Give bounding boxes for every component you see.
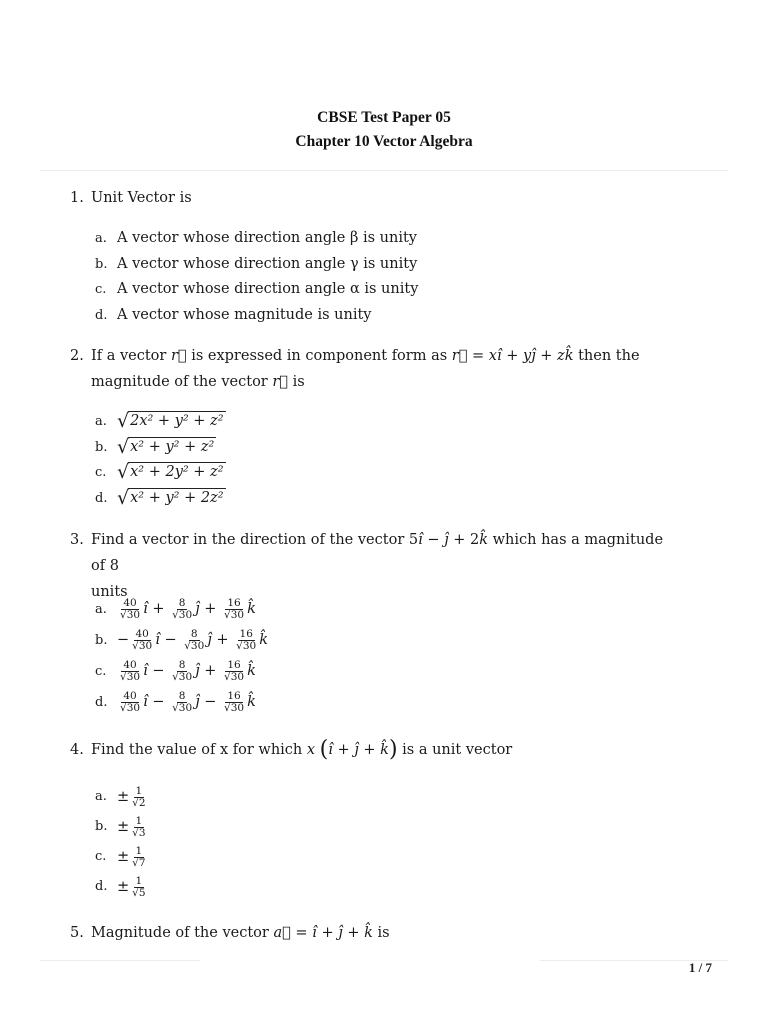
formula: ± $\frac{1}{√7}$ bbox=[117, 844, 146, 869]
question-text: Find a vector in the direction of the vector 5î − ĵ + 2k̂ which has a magnitude of 8 units bbox=[91, 532, 664, 600]
page-number: 1 / 7 bbox=[688, 960, 712, 975]
question-1 bbox=[70, 185, 192, 211]
formula: ± $\frac{1}{√3}$ bbox=[117, 814, 146, 839]
question-4 bbox=[70, 737, 513, 763]
formula: ± $\frac{1}{√5}$ bbox=[117, 874, 146, 899]
question-number: 2. bbox=[70, 348, 84, 364]
question-number: 3. bbox=[70, 532, 84, 548]
question-number: 4. bbox=[70, 742, 84, 758]
formula: − $\frac{40}{√30}$ î − $\frac{8}{√30}$ ĵ + $\frac{16}{√30}$ k̂ bbox=[117, 627, 269, 652]
question-number: 1. bbox=[70, 190, 84, 206]
footer-divider-left bbox=[40, 960, 200, 961]
question-2 bbox=[70, 343, 640, 390]
vector-r-formula: r⃗ bbox=[170, 348, 187, 364]
chapter-title: Chapter 10 Vector Algebra bbox=[295, 133, 473, 150]
question-text: Find the value of x for which x (î + ĵ + k̂) is a unit vector bbox=[91, 737, 513, 762]
header-divider bbox=[40, 170, 728, 171]
question-number: 5. bbox=[70, 925, 84, 941]
formula: ± $\frac{1}{√2}$ bbox=[117, 784, 146, 809]
page-header bbox=[0, 106, 768, 154]
unit-vector-formula: x (î + ĵ + k̂) bbox=[306, 737, 398, 762]
question-text: Magnitude of the vector a⃗ = î + ĵ + k̂ is bbox=[91, 925, 390, 941]
question-text: Unit Vector is bbox=[91, 190, 192, 206]
question-5 bbox=[70, 920, 390, 946]
component-form-formula: r⃗ = xî + yĵ + zk̂ bbox=[451, 348, 574, 364]
direction-vector-formula: 5î − ĵ + 2k̂ bbox=[408, 532, 489, 548]
question-text: If a vector r⃗ is expressed in component form as r⃗ = xî + yĵ + zk̂ then the magnitude of the vector r⃗ is bbox=[91, 348, 640, 390]
paper-title: CBSE Test Paper 05 bbox=[317, 109, 451, 126]
formula: $\frac{40}{√30}$ î − $\frac{8}{√30}$ ĵ + $\frac{16}{√30}$ k̂ bbox=[120, 658, 256, 683]
question-3 bbox=[70, 527, 664, 600]
formula: $\frac{40}{√30}$ î + $\frac{8}{√30}$ ĵ + $\frac{16}{√30}$ k̂ bbox=[120, 596, 256, 621]
formula: $\frac{40}{√30}$ î − $\frac{8}{√30}$ ĵ − $\frac{16}{√30}$ k̂ bbox=[120, 689, 256, 714]
vector-a-formula: a⃗ = î + ĵ + k̂ bbox=[273, 925, 373, 941]
